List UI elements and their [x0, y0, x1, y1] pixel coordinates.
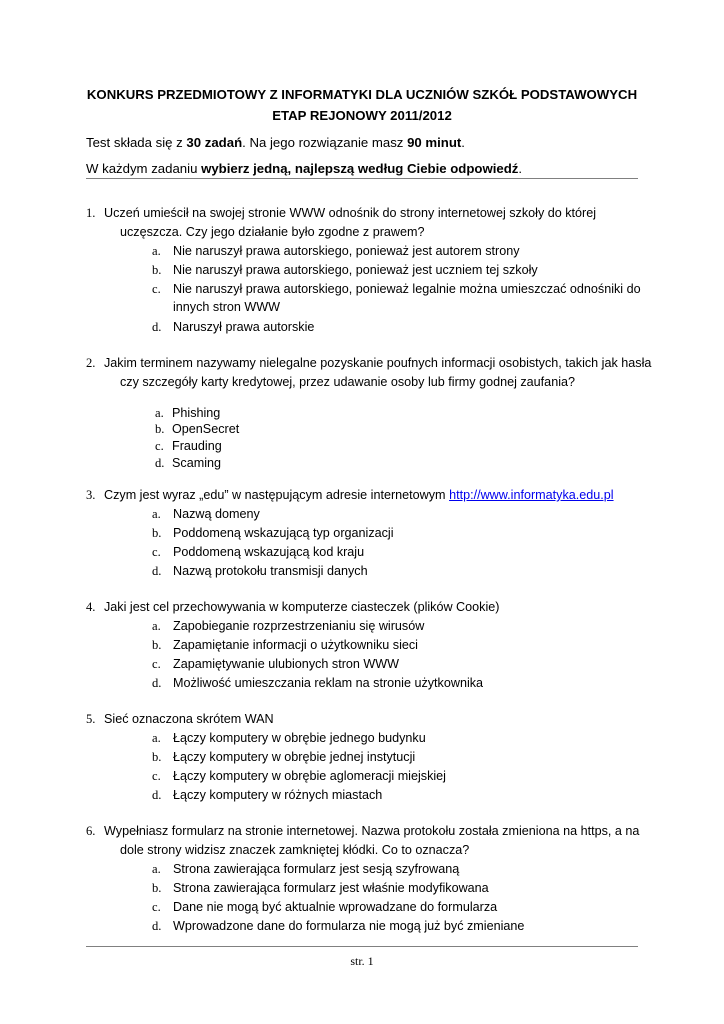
document-title: KONKURS PRZEDMIOTOWY Z INFORMATYKI DLA UCZNIÓW SZKÓŁ PODSTAWOWYCH — [86, 87, 638, 102]
option-letter: d. — [152, 788, 162, 802]
option-letter: b. — [152, 881, 162, 895]
option-text: Scaming — [172, 456, 221, 470]
option-text: OpenSecret — [172, 422, 240, 436]
option-letter: d. — [152, 320, 162, 334]
option-letter: c. — [155, 439, 164, 453]
option-text: Łączy komputery w różnych miastach — [173, 788, 383, 802]
option-letter: d. — [155, 456, 165, 470]
option-letter: d. — [152, 676, 162, 690]
document-subtitle: ETAP REJONOWY 2011/2012 — [272, 108, 452, 123]
option-text: Zapobieganie rozprzestrzenianiu się wirusów — [173, 619, 425, 633]
question-number: 5. — [86, 712, 96, 726]
intro-line-1: Test składa się z 30 zadań. Na jego rozwiązanie masz 90 minut. — [86, 135, 465, 150]
option-letter: a. — [155, 406, 164, 420]
option-text: Wprowadzone dane do formularza nie mogą już być zmieniane — [173, 919, 525, 933]
page-number: str. 1 — [350, 954, 374, 968]
question-text: Wypełniasz formularz na stronie internetowej. Nazwa protokołu została zmieniona na https, a na — [104, 824, 640, 838]
option-text: Phishing — [172, 406, 221, 420]
option-text: Łączy komputery w obrębie aglomeracji miejskiej — [173, 769, 446, 783]
option-letter: c. — [152, 900, 161, 914]
question-text: Jaki jest cel przechowywania w komputerze ciasteczek (plików Cookie) — [104, 600, 500, 614]
option-text: Nazwą protokołu transmisji danych — [173, 564, 368, 578]
option-letter: b. — [152, 638, 162, 652]
option-letter: b. — [152, 750, 162, 764]
option-text: Nie naruszył prawa autorskiego, ponieważ legalnie można umieszczać odnośniki do — [173, 282, 641, 296]
option-text: Poddomeną wskazującą typ organizacji — [173, 526, 394, 540]
question-number: 3. — [86, 488, 96, 502]
option-letter: d. — [152, 564, 162, 578]
header-divider — [86, 178, 638, 179]
option-text: Naruszył prawa autorskie — [173, 320, 315, 334]
option-letter: b. — [155, 422, 165, 436]
question-number: 4. — [86, 600, 96, 614]
option-letter: a. — [152, 731, 161, 745]
question-text: uczęszcza. Czy jego działanie było zgodne z prawem? — [120, 225, 425, 239]
footer-divider — [86, 946, 638, 947]
option-text: Zapamiętywanie ulubionych stron WWW — [173, 657, 400, 671]
option-text: Dane nie mogą być aktualnie wprowadzane do formularza — [173, 900, 498, 914]
option-letter: d. — [152, 919, 162, 933]
option-letter: a. — [152, 507, 161, 521]
option-letter: b. — [152, 263, 162, 277]
option-text: Nazwą domeny — [173, 507, 260, 521]
option-text: Zapamiętanie informacji o użytkowniku sieci — [173, 638, 418, 652]
option-text: Nie naruszył prawa autorskiego, ponieważ jest uczniem tej szkoły — [173, 263, 538, 277]
question-text: Uczeń umieścił na swojej stronie WWW odnośnik do strony internetowej szkoły do której — [104, 206, 597, 220]
question-text: dole strony widzisz znaczek zamkniętej kłódki. Co to oznacza? — [120, 843, 470, 857]
option-text: Strona zawierająca formularz jest sesją szyfrowaną — [173, 862, 460, 876]
option-text: Poddomeną wskazującą kod kraju — [173, 545, 365, 559]
option-text: innych stron WWW — [173, 300, 281, 314]
option-letter: c. — [152, 282, 161, 296]
option-letter: c. — [152, 769, 161, 783]
option-text: Łączy komputery w obrębie jednego budynku — [173, 731, 426, 745]
option-text: Łączy komputery w obrębie jednej instytucji — [173, 750, 416, 764]
option-text: Nie naruszył prawa autorskiego, ponieważ jest autorem strony — [173, 244, 520, 258]
question-text: Jakim terminem nazywamy nielegalne pozyskanie poufnych informacji osobistych, takich jak hasła — [104, 356, 652, 370]
option-letter: b. — [152, 526, 162, 540]
intro-line-2: W każdym zadaniu wybierz jedną, najlepszą według Ciebie odpowiedź. — [86, 161, 523, 176]
question-number: 2. — [86, 356, 96, 370]
option-letter: a. — [152, 244, 161, 258]
option-text: Frauding — [172, 439, 222, 453]
option-letter: a. — [152, 862, 161, 876]
question-number: 1. — [86, 206, 96, 220]
option-letter: a. — [152, 619, 161, 633]
question-text: czy szczegóły karty kredytowej, przez udawanie osoby lub firmy godnej zaufania? — [120, 375, 575, 389]
option-letter: c. — [152, 545, 161, 559]
option-letter: c. — [152, 657, 161, 671]
url-link[interactable]: http://www.informatyka.edu.pl — [449, 488, 614, 502]
question-text: Sieć oznaczona skrótem WAN — [104, 712, 274, 726]
option-text: Możliwość umieszczania reklam na stronie użytkownika — [173, 676, 484, 690]
option-text: Strona zawierająca formularz jest właśnie modyfikowana — [173, 881, 489, 895]
question-number: 6. — [86, 824, 96, 838]
question-text: Czym jest wyraz „edu” w następującym adresie internetowym http://www.informatyka.edu.pl — [104, 488, 614, 502]
